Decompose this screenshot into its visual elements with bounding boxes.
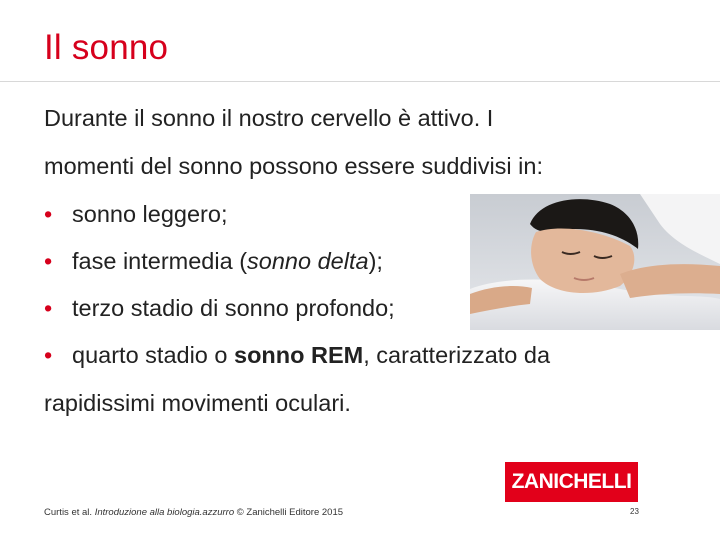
bullet-item-4-continuation: rapidissimi movimenti oculari. [44, 390, 351, 416]
bullet-item-1: sonno leggero; [72, 201, 228, 227]
sleeping-person-illustration [470, 194, 720, 330]
bullet-4-text-start: quarto stadio o [72, 342, 234, 368]
footer-authors: Curtis et al. [44, 507, 95, 518]
intro-line-1: Durante il sonno il nostro cervello è attivo. I [44, 105, 494, 131]
bullet-marker: • [44, 201, 53, 227]
slide-title: Il sonno [44, 28, 169, 67]
sleeping-person-photo [470, 194, 720, 330]
bullet-2-italic: sonno delta [247, 248, 369, 274]
bullet-2-text-start: fase intermedia ( [72, 248, 248, 274]
bullet-4-text-end: , caratterizzato da [363, 342, 551, 368]
intro-line-2: momenti del sonno possono essere suddivisi in: [44, 153, 543, 179]
bullet-item-4 [72, 341, 550, 369]
bullet-item-2 [72, 247, 383, 275]
page-number: 23 [630, 507, 639, 516]
logo-text: ZANICHELLI [511, 470, 632, 493]
bullet-marker: • [44, 295, 53, 321]
footer-citation [44, 507, 343, 518]
bullet-marker: • [44, 342, 53, 368]
bullet-2-text-end: ); [368, 248, 383, 274]
title-divider [0, 81, 720, 82]
bullet-marker: • [44, 248, 53, 274]
bullet-item-3: terzo stadio di sonno profondo; [72, 295, 395, 321]
bullet-4-bold: sonno REM [234, 342, 364, 368]
footer-book-title: Introduzione alla biologia.azzurro [94, 507, 235, 518]
footer-publisher: © Zanichelli Editore 2015 [234, 507, 344, 518]
zanichelli-logo [505, 462, 638, 502]
